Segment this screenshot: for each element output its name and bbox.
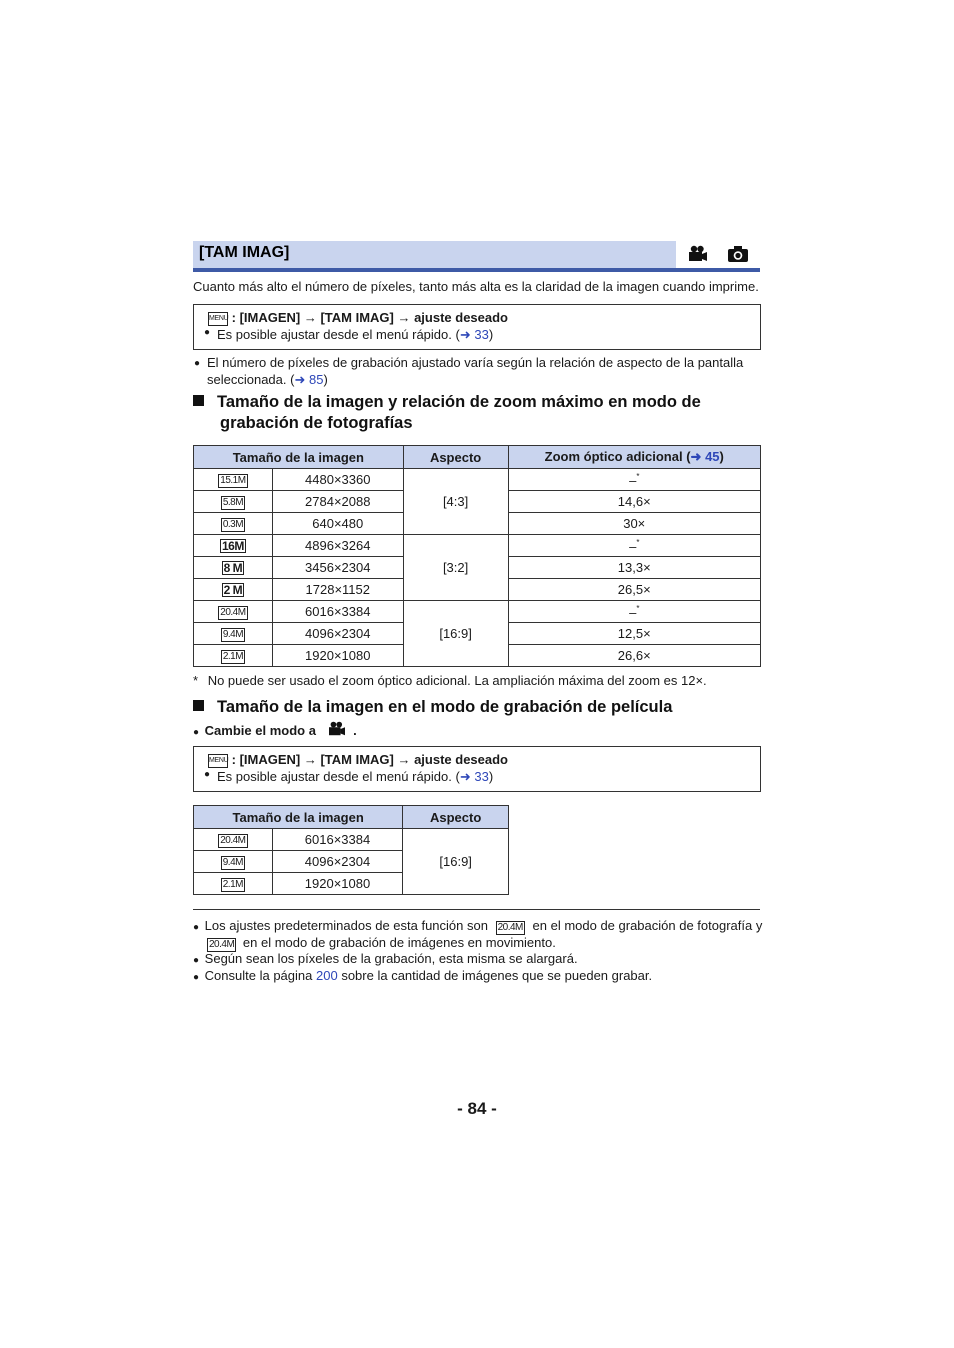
bullet-icon: ● [193,922,200,933]
zoom-cell: 30× [508,513,760,535]
note-text: en el modo de grabación de imágenes en movimiento. [242,935,556,950]
arrow-icon: ➜ [459,327,471,342]
size-icon: 20.4M [497,922,523,933]
header-aspect: Aspecto [403,806,509,829]
change-mode-text: Cambie el modo a [204,723,316,738]
square-bullet-icon [193,700,204,711]
section-title-bar [193,241,760,272]
size-icon: 2.1M [222,651,244,662]
zoom-cell: 12,5× [508,623,760,645]
arrow-icon: ➜ [294,372,306,387]
footnote-mark: * [636,471,640,481]
table-row [194,601,761,623]
movie-camera-icon [688,245,708,263]
zoom-cell [508,535,760,557]
arrow-icon: ➜ [459,769,471,784]
note-line-2: seleccionada. ( [207,372,295,387]
page-number: - 84 - [457,1099,497,1118]
size-icon: 2.1M [222,879,243,890]
menu-note: Es posible ajustar desde el menú rápido. ( [217,327,460,342]
bullet-icon: ● [193,972,200,983]
bullet-icon: ● [193,727,200,738]
page-ref-link[interactable]: 33 [474,769,489,784]
zoom-cell: 13,3× [508,557,760,579]
section-title: [TAM IMAG] [199,244,290,261]
footnote-mark: * [636,603,640,613]
size-cell: 3456×2304 [272,557,403,579]
aspect-cell: [3:2] [403,535,508,601]
note-text: sobre la cantidad de imágenes que se pueden grabar. [341,968,653,983]
note-text: en el modo de grabación de fotografía y [532,918,763,933]
zoom-cell: 26,5× [508,579,760,601]
footnote-text: No puede ser usado el zoom óptico adicional. La ampliación máxima del zoom es 12×. [207,673,707,688]
note-line-1: El número de píxeles de grabación ajustado varía según la relación de aspecto de la pantalla [207,355,744,370]
paren-close: ) [488,769,494,784]
list-item [193,968,652,983]
note-text: Consulte la página [204,968,313,983]
square-bullet-icon [193,395,204,406]
size-cell: 6016×3384 [272,601,403,623]
movie-camera-icon [328,721,346,737]
size-icon: 5.8M [222,497,244,508]
period: . [353,723,357,738]
heading-line-2: grabación de fotografías [220,414,413,432]
size-icon: 2 M [223,583,243,597]
header-image-size: Tamaño de la imagen [194,446,404,469]
heading-photo-size [193,393,701,433]
list-item [193,918,762,935]
intro-text: Cuanto más alto el número de píxeles, tanto más alta es la claridad de la imagen cuando imprime. [193,279,759,294]
menu-operation-box [193,304,761,350]
menu-icon: MENU [208,754,228,768]
divider [193,909,760,910]
list-item-cont [207,935,556,952]
menu-note: Es posible ajustar desde el menú rápido. ( [217,769,460,784]
movie-size-table [193,805,509,895]
zoom-cell [508,601,760,623]
table-row [194,829,509,851]
change-mode-note [193,721,357,738]
size-icon: 20.4M [220,607,246,618]
size-cell: 4096×2304 [272,623,403,645]
page-ref-link[interactable]: 85 [308,372,324,387]
size-icon: 9.4M [222,857,243,868]
size-cell: 6016×3384 [272,829,403,851]
heading-text: Tamaño de la imagen en el modo de grabación de película [217,698,673,716]
size-icon: 0.3M [222,519,244,530]
footnote-mark: * [636,537,640,547]
footnote-mark: * [193,673,199,688]
zoom-value: – [629,472,637,488]
zoom-cell: 26,6× [508,645,760,667]
size-cell: 4896×3264 [272,535,403,557]
arrow-icon: ➜ [690,449,702,464]
bullet-icon: ● [204,327,211,338]
aspect-cell: [16:9] [403,601,508,667]
bullet-icon: ● [194,358,201,369]
photo-size-table [193,445,761,667]
table-row [194,535,761,557]
size-icon: 15.1M [220,475,246,486]
header-aspect: Aspecto [403,446,508,469]
mode-icons [676,241,760,268]
bullet-icon: ● [204,769,211,780]
header-image-size: Tamaño de la imagen [194,806,403,829]
paren-close: ) [488,327,494,342]
page-ref-link[interactable]: 45 [705,449,720,464]
size-icon: 9.4M [222,629,244,640]
size-cell: 2784×2088 [272,491,403,513]
size-icon: 16M [222,539,244,553]
size-icon: 20.4M [209,939,235,950]
menu-path: : [IMAGEN] → [TAM IMAG] → ajuste deseado [231,310,509,325]
notes-list [193,918,763,988]
menu-operation-box [193,746,761,792]
aspect-cell: [4:3] [403,469,508,535]
page-ref-link[interactable]: 200 [316,968,338,983]
size-cell: 4096×2304 [272,851,403,873]
menu-icon: MENU [208,312,228,326]
paren-close: ) [719,449,724,464]
zoom-cell [508,469,760,491]
paren-close: ) [323,372,328,387]
size-cell: 1920×1080 [272,873,403,895]
menu-path: : [IMAGEN] → [TAM IMAG] → ajuste deseado [231,752,509,767]
list-item [193,951,578,966]
size-cell: 4480×3360 [272,469,403,491]
header-zoom-label: Zoom óptico adicional ( [544,449,691,464]
bullet-icon: ● [193,955,200,966]
aspect-cell: [16:9] [403,829,509,895]
note-text: Según sean los píxeles de la grabación, esta misma se alargará. [204,951,578,966]
size-cell: 1920×1080 [272,645,403,667]
footnote [193,673,707,688]
zoom-value: – [629,604,637,620]
size-cell: 640×480 [272,513,403,535]
zoom-value: – [629,538,637,554]
size-icon: 8 M [223,561,243,575]
size-icon: 20.4M [220,835,246,846]
table-row [194,469,761,491]
zoom-cell: 14,6× [508,491,760,513]
page-ref-link[interactable]: 33 [474,327,489,342]
note-text: Los ajustes predeterminados de esta función son [204,918,488,933]
header-zoom [508,446,760,469]
heading-movie-size [193,698,672,717]
heading-line-1: Tamaño de la imagen y relación de zoom máximo en modo de [217,393,701,411]
size-cell: 1728×1152 [272,579,403,601]
photo-camera-icon [727,245,749,263]
